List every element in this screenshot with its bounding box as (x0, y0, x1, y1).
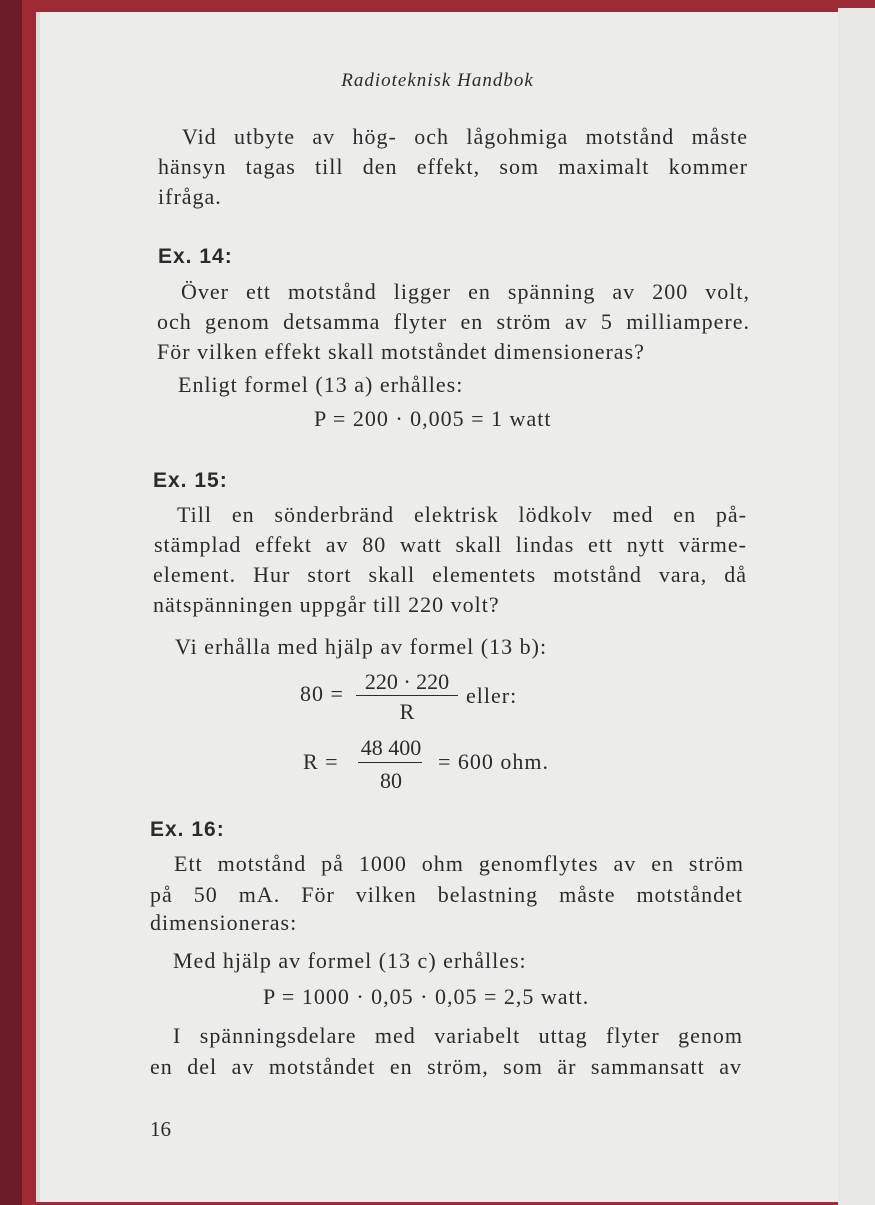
ex14-formula: P = 200 · 0,005 = 1 watt (314, 406, 552, 431)
ex15-f2-fraction-bar (358, 762, 422, 763)
ex16-lead: Med hjälp av formel (13 c) erhålles: (173, 948, 527, 973)
ex15-lead: Vi erhålla med hjälp av formel (13 b): (175, 634, 548, 659)
ex14-line-1: Över ett motstånd ligger en spänning av 200 volt, (181, 279, 750, 304)
ex15-f1-lhs: 80 = (300, 681, 344, 706)
ex15-f1-tail: eller: (466, 683, 518, 708)
ex15-f2-lhs: R = (303, 749, 339, 774)
intro-line-2: hänsyn tagas till den effekt, som maximalt kommer (158, 154, 748, 179)
book-spine (0, 0, 22, 1205)
example-15-title: Ex. 15: (153, 469, 228, 492)
intro-line-3: ifråga. (158, 184, 222, 209)
ex15-f2-numerator: 48 400 (360, 735, 422, 760)
ex15-f2-denominator: 80 (380, 768, 402, 793)
ex16-line-2: på 50 mA. För vilken belastning måste motståndet (150, 882, 743, 907)
ex14-lead: Enligt formel (13 a) erhålles: (178, 372, 464, 397)
ex14-line-3: För vilken effekt skall motståndet dimensioneras? (157, 339, 645, 364)
ex14-line-2: och genom detsamma flyter en ström av 5 milliampere. (157, 309, 750, 334)
ex15-f2-tail: = 600 ohm. (438, 749, 550, 774)
ex15-f1-denominator: R (399, 699, 415, 724)
example-14-title: Ex. 14: (158, 245, 233, 268)
ex15-f1-numerator: 220 · 220 (364, 669, 450, 694)
ex15-line-1: Till en sönderbränd elektrisk lödkolv med en på- (177, 502, 747, 527)
ex16-line-3: dimensioneras: (150, 910, 298, 935)
next-page-edge (838, 8, 875, 1205)
page-number: 16 (150, 1117, 171, 1141)
outro-line-1: I spänningsdelare med variabelt uttag flyter genom (173, 1023, 743, 1048)
ex16-formula: P = 1000 · 0,05 · 0,05 = 2,5 watt. (263, 984, 590, 1009)
ex15-line-2: stämplad effekt av 80 watt skall lindas ett nytt värme- (154, 532, 747, 557)
running-header: Radioteknisk Handbok (341, 70, 534, 91)
outro-line-2: en del av motståndet en ström, som är sammansatt av (150, 1054, 742, 1079)
ex15-line-3: element. Hur stort skall elementets motstånd vara, då (153, 562, 747, 587)
ex15-f1-fraction-bar (356, 695, 458, 696)
ex15-line-4: nätspänningen uppgår till 220 volt? (153, 592, 500, 617)
ex16-line-1: Ett motstånd på 1000 ohm genomflytes av en ström (174, 851, 744, 876)
example-16-title: Ex. 16: (150, 818, 225, 841)
intro-line-1: Vid utbyte av hög- och lågohmiga motstånd måste (182, 124, 748, 149)
